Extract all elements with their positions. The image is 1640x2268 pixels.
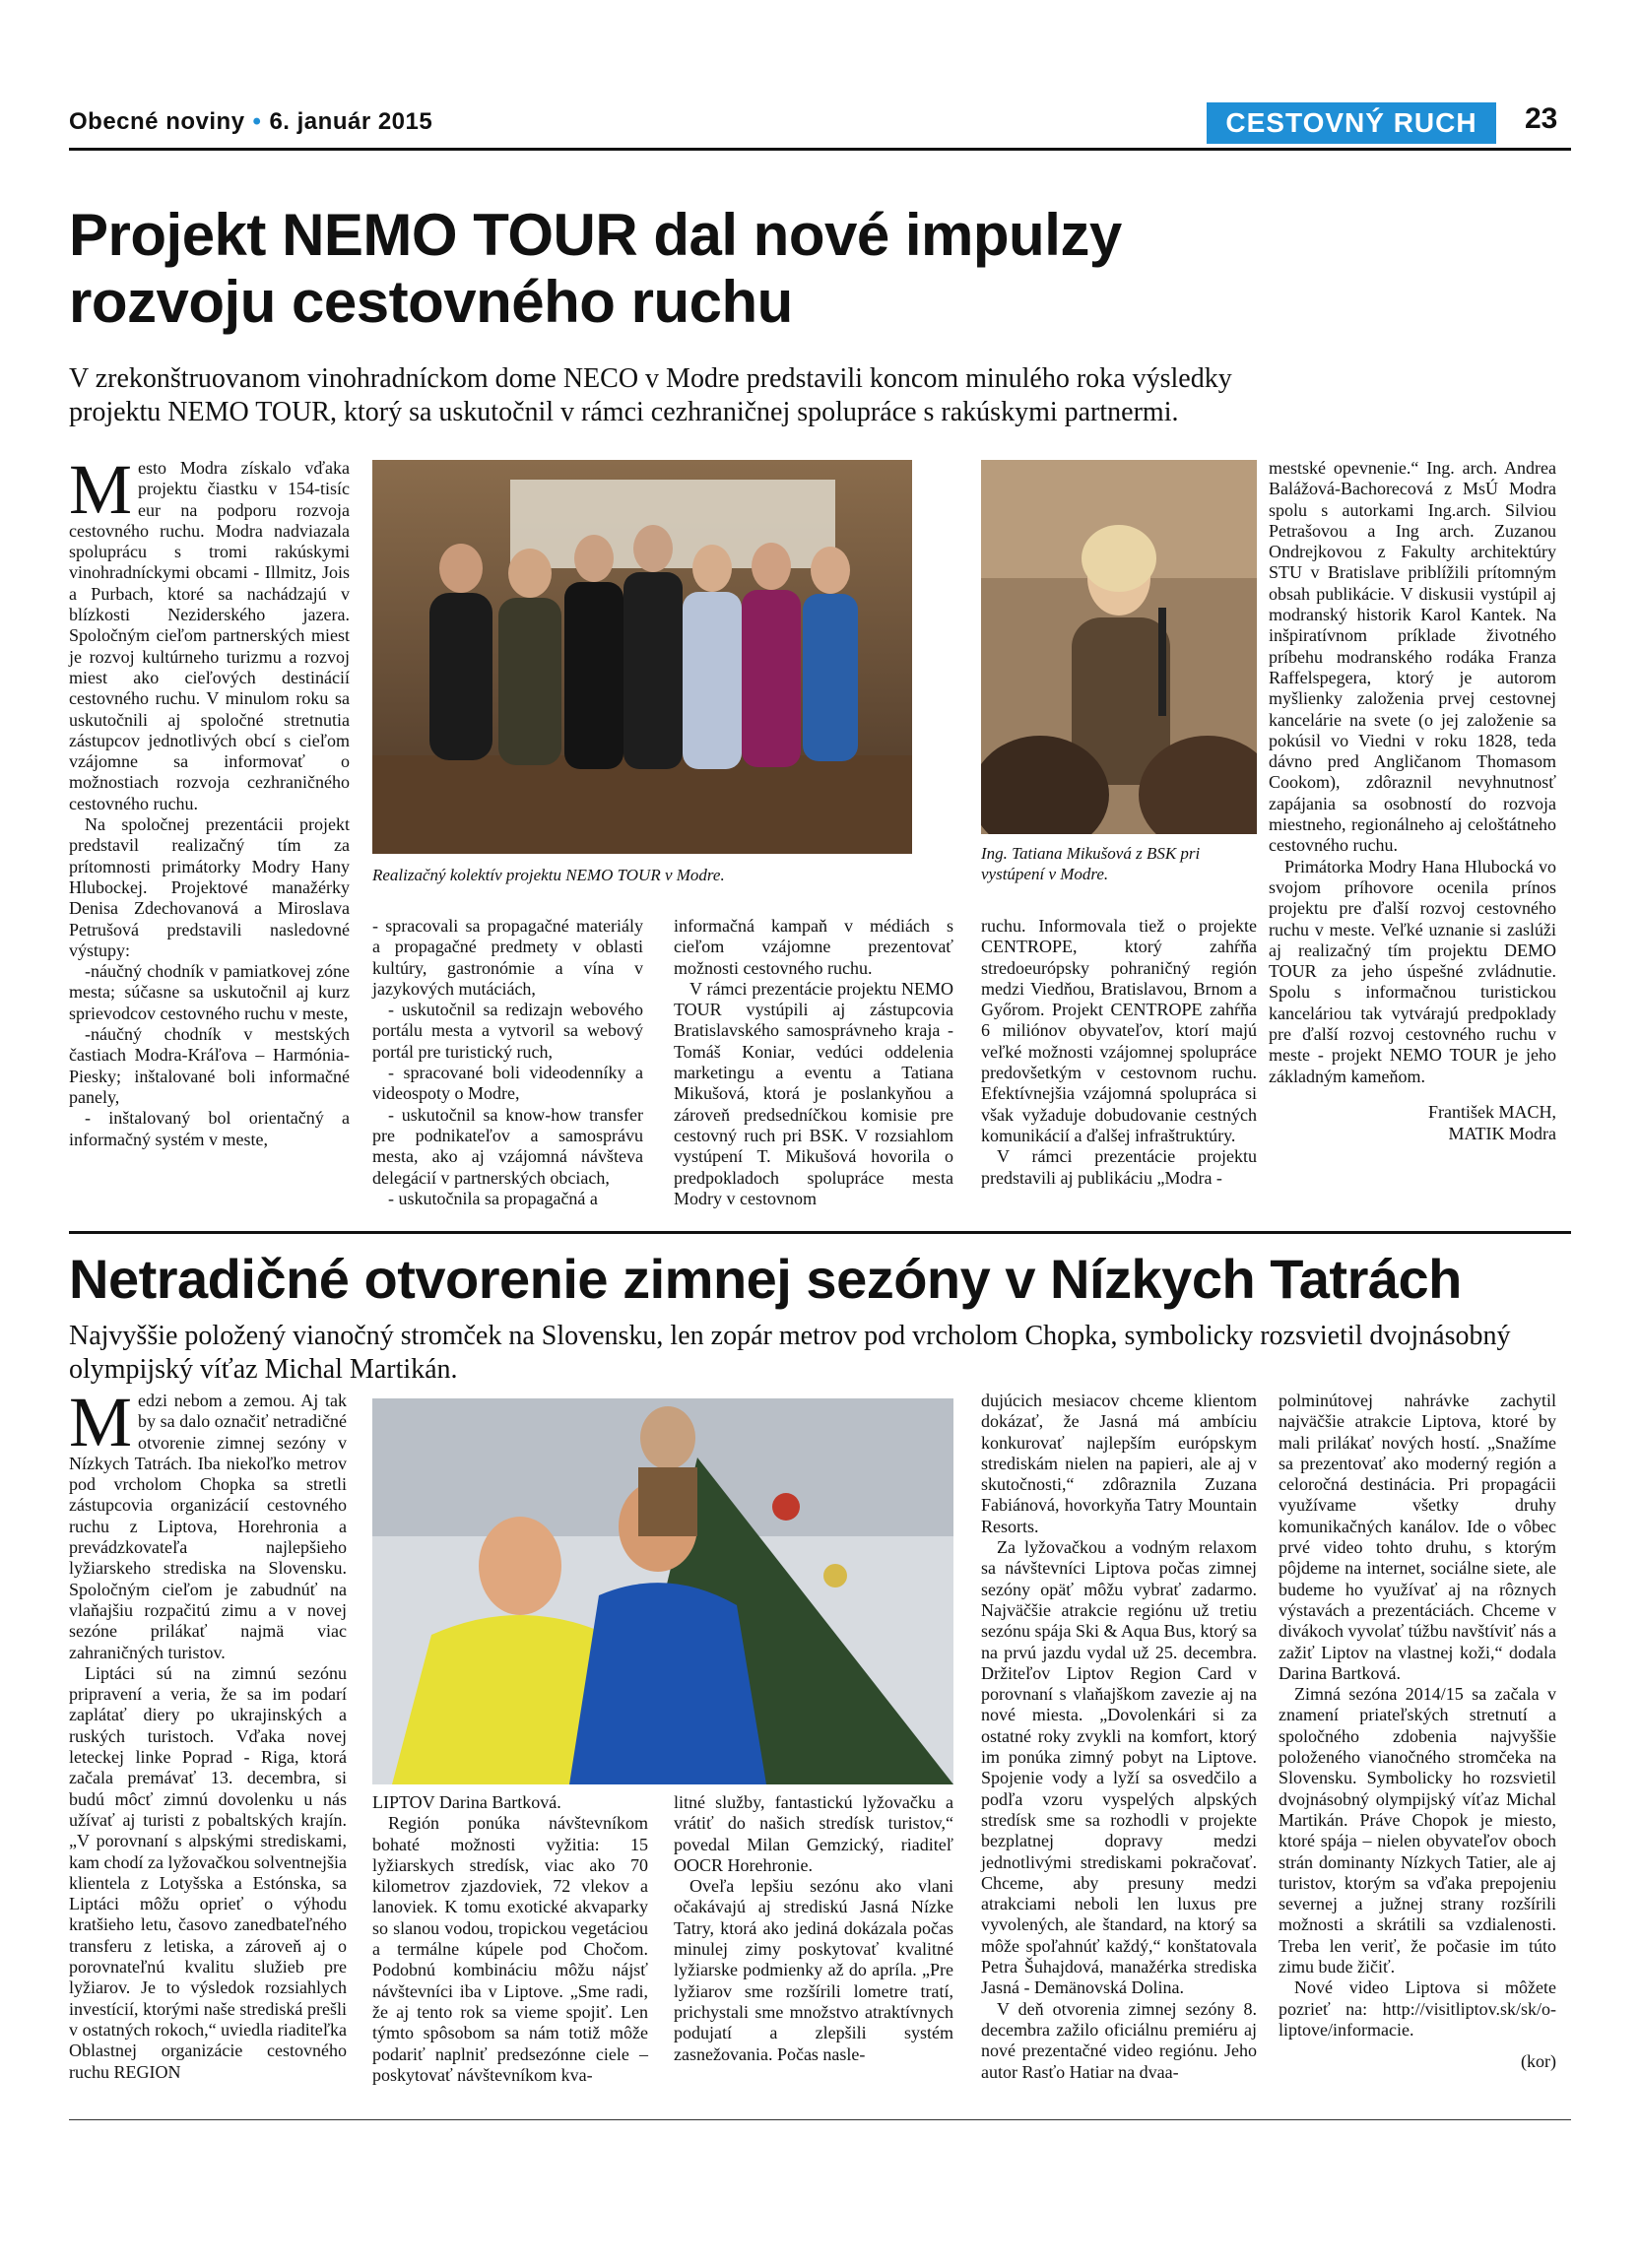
article2-column-4: dujúcich mesiacov chceme klientom dokázať, že Jasná má ambíciu konkurovať najlepším európskym strediskám nielen na papieri, ale aj v skutočnosti,“ zdôraznila Zuzana Fabiánová, hovorkyňa Tatry Mountain Resorts. Za lyžovačkou a vodným relaxom sa návštevníci Liptova počas zimnej sezóny opäť môžu vybrať zadarmo. Najväčšie atrakcie regiónu už tretiu sezónu spája Ski & Aqua Bus, ktorý sa na prvú jazdu vydal už 25. decembra. Držiteľov Liptov Region Card v porovnaní s vlaňajškom zavezie aj na nové miesta. „Dovolenkári si za ostatné roky zvykli na komfort, ktorý im ponúka zimný pobyt na Liptove. Spojenie vody a lyží sa osvedčilo a podľa vzoru vyspelých alpských stredísk sme sa rozhodli v projekte bezplatnej dopravy medzi jednotlivými strediskami pokračovať. Chceme, aby presuny medzi atrakciami neboli len luxus pre vyvolených, ale štandard, na ktorý sa môže spoľahnúť každý,“ konštatovala Petra Šuhajdová, manažérka strediska Jasná - Demänovská Dolina. V deň otvorenia zimnej sezóny 8. decembra zažilo oficiálnu premiéru aj nové prezentačné video regiónu. Jeho autor Rasťo Hatiar na dvaa- (981, 1391, 1257, 2082)
article2-column-3: litné služby, fantastickú lyžovačku a vrátiť do našich stredísk turistov,“ povedal Milan Gemzický, riaditeľ OOCR Horehronie. Oveľa lepšiu sezónu ako vlani očakávajú aj strediskú Jasná Nízke Tatry, ktorá ako jediná dokázala počas minulej zimy poskytovať kvalitné lyžiarske podmienky až do apríla. „Pre lyžiarov sme rozšírili lometre tratí, prichystali sme množstvo atraktívnych podujatí a zlepšili systém zasnežovania. Počas nasle- (674, 1792, 953, 2064)
section-label: CESTOVNÝ RUCH (1207, 102, 1496, 144)
photo-caption: Realizačný kolektív projektu NEMO TOUR v Modre. (372, 866, 725, 884)
article1-column-5: mestské opevnenie.“ Ing. arch. Andrea Balážová-Bachorecová z MsÚ Modra spolu s autorkami Ing.arch. Silviou Petrašovou a Ing arch. Zuzanou Ondrejkovou z Fakulty architektúry STU v Bratislave priblížili prítomným obsah publikácie. V diskusii vystúpil aj modranský historik Karol Kantek. Na inšpiratívnom príklade životného príbehu modranského rodáka Franza Raffelspegera, ktorý je autorom myšlienky založenia prvej cestovnej kancelárie na svete (o jej založenie sa pokúsil vo Viedni v roku 1828, teda dávno pred Angličanom Thomasom Cookom), zdôraznil nevyhnutnosť zapájania sa osobností do rozvoja miestneho, regionálneho aj celoštátneho cestovného ruchu. Primátorka Modry Hana Hlubocká vo svojom príhovore ocenila prínos projektu pre ďalší rozvoj cestovného ruchu v meste. Veľké uznanie si zaslúži aj realizačný tím projektu DEMO TOUR za jeho úspešné zvládnutie. Spolu s informačnou turistickou kanceláriou tak vytvárajú predpoklady pre ďalší rozvoj cestovného ruchu v meste - projekt NEMO TOUR je jeho základným kameňom. František MACH, MATIK Modra (1269, 458, 1556, 1143)
page-number: 23 (1525, 102, 1558, 135)
photo-caption: Ing. Tatiana Mikušová z BSK pri vystúpení v Modre. (981, 844, 1201, 883)
dropcap: M (69, 450, 133, 529)
article2-lead: Najvyššie položený vianočný stromček na Slovensku, len zopár metrov pod vrcholom Chopka, symbolicky rozsvietil dvojnásobný olympijský víťaz Michal Martikán. (69, 1321, 1511, 1385)
article1-title: Projekt NEMO TOUR dal nové impulzy rozvoju cestovného ruchu (69, 202, 1122, 335)
article1-column-3: informačná kampaň v médiách s cieľom vzájomne prezentovať možnosti cestovného ruchu. V rámci prezentácie projektu NEMO TOUR vystúpili aj zástupcovia Bratislavského samosprávneho kraja - Tomáš Koniar, vedúci oddelenia marketingu a eventu a Tatiana Mikušová, ktorá je poslankyňou a zároveň predsedníčkou komisie pre cestovný ruch pri BSK. V rozsiahlom vystúpení T. Mikušová hovorila o predpokladoch spolupráce mesta Modry v cestovnom (674, 916, 953, 1208)
article1-column-1: Mesto Modra získalo vďaka projektu čiastku v 154-tisíc eur na podporu rozvoja cestovného ruchu. Modra nadviazala spoluprácu s tromi rakúskymi vinohradníckymi obcami - Illmitz, Jois a Purbach, ktoré sa nachádzajú v blízkosti Neziderského jazera. Spoločným cieľom partnerských miest je rozvoj kultúrneho turizmu a rozvoj miest ako cieľových destinácií cestovného ruchu. V minulom roku sa uskutočnili aj spoločné stretnutia zástupcov jednotlivých obcí s cieľom vzájomne sa informovať o možnostiach rozvoja cezhraničného cestovného ruchu. Na spoločnej prezentácii projekt predstavil realizačný tím za prítomnosti primátorky Modry Hany Hlubockej. Projektové manažérky Denisa Zdechovanová a Miroslava Petrušová predstavili nasledovné výstupy: -náučný chodník v pamiatkovej zóne mesta; súčasne sa uskutočnil aj kurz sprievodcov cestovného ruchu v meste, -náučný chodník v mestských častiach Modra-Kráľova – Harmónia-Piesky; inštalované boli informačné panely, - inštalovaný bol orientačný a informačný systém v meste, (69, 450, 350, 1149)
article1-column-2: - spracovali sa propagačné materiály a propagačné predmety v oblasti kultúry, gastronómie a vína v jazykových mutáciách, - uskutočnil sa redizajn webového portálu mesta a vytvoril sa webový portál pre turistický ruch, - spracované boli videodenníky a videospoty o Modre, - uskutočnil sa know-how transfer pre podnikateľov a samosprávu mesta, ako aj vzájomná návšteva delegácií v partnerských obciach, - uskutočnila sa propagačná a (372, 916, 643, 1208)
separator-dot: • (252, 108, 262, 135)
article1-signature: František MACH, MATIK Modra (1428, 1101, 1556, 1143)
article1-lead: V zrekonštruovanom vinohradníckom dome NECO v Modre predstavili koncom minulého roka výsledky projektu NEMO TOUR, ktorý sa uskutočnil v rámci cezhraničnej spolupráce s rakúskymi partnermi. (69, 363, 1232, 427)
article2-column-5: polminútovej nahrávke zachytil najväčšie atrakcie Liptova, ktoré by mali prilákať nových hostí. „Snažíme sa prezentovať ako moderný región a celoročná destinácia. Pri propagácii využívame všetky druhy komunikačných kanálov. Ide o vôbec prvé video tohto druhu, s ktorým pôjdeme na internet, sociálne siete, ale budeme ho využívať aj na rôznych výstavách a prezentáciách. Chceme v divákoch vyvolať túžbu navštíviť nás a zažiť Liptov na vlastnej koži,“ dodala Darina Bartková. Zimná sezóna 2014/15 sa začala v znamení priateľských stretnutí a spoločného zdobenia najvyššie položeného vianočného stromčeka na Slovensku. Symbolicky ho rozsvietil dvojnásobný olympijský víťaz Michal Martikán. Práve Chopok je miesto, ktoré spája – nielen obyvateľov oboch strán dominanty Nízkych Tatier, ale aj turistov, ktorým sa vďaka prepojeniu severnej a južnej strany rozšírili možnosti a skrátili sa vzdialenosti. Treba len veriť, že počasie im túto zimu bude žičiť. Nové video Liptova si môžete pozrieť na: http://visitliptov.sk/sk/o-liptove/informacie. (kor) (1279, 1391, 1556, 2072)
article2-column-1: Medzi nebom a zemou. Aj tak by sa dalo označiť netradičné otvorenie zimnej sezóny v Nízkych Tatrách. Iba niekoľko metrov pod vrcholom Chopka sa stretli zástupcovia organizácií cestovného ruchu z Liptova, Horehronia a prevádzkovateľa najlepšieho lyžiarskeho strediska na Slovensku. Spoločným cieľom je zabudnúť na vlaňajšiu rozpačitú zimu a v novej sezóne prilákať najmä viac zahraničných turistov. Liptáci sú na zimnú sezónu pripravení a veria, že sa im podarí zaplátať diery po ukrajinských a ruských turistoch. Vďaka novej leteckej linke Poprad - Riga, ktorá začala premávať 13. decembra, si budú môcť zimnú dovolenku u nás užívať aj turisti z pobaltských krajín. „V porovnaní s alpskými strediskami, kam chodí za lyžovačkou solventnejšia klientela z Lotyšska a Estónska, sa Liptáci môžu oprieť o výhodu kratšieho letu, časovo zanedbateľného transferu z letiska, a zároveň aj o porovnateľnú kvalitu služieb pre lyžiarov. Je to výsledok rozsiahlych investícií, ktorými naše strediská prešli v ostatných rokoch,“ uviedla riaditeľka Oblastnej organizácie cestovného ruchu REGION (69, 1383, 347, 2082)
header-rule (69, 148, 1571, 151)
footer-rule (69, 2119, 1571, 2120)
article1-column-4: ruchu. Informovala tiež o projekte CENTROPE, ktorý zahŕňa stredoeurópsky pohraničný región medzi Viedňou, Bratislavou, Brnom a Győrom. Projekt CENTROPE zahŕňa 6 miliónov obyvateľov, ktorí majú veľké možnosti vzájomnej spolupráce predovšetkým v cestovnom ruchu. Efektívnejšia vzájomná spolupráca si však vyžaduje dobudovanie cestných komunikácií a ďalšej infraštruktúry. V rámci prezentácie projektu predstavili aj publikáciu „Modra - (981, 916, 1257, 1188)
christmas-tree-photo (372, 1398, 953, 1784)
issue-date: 6. január 2015 (269, 108, 433, 135)
paper-name: Obecné noviny (69, 108, 245, 135)
article2-column-2: LIPTOV Darina Bartková. Región ponúka návštevníkom bohaté možnosti vyžitia: 15 lyžiarskych stredísk, viac ako 70 kilometrov zjazdoviek, 72 vlekov a lanoviek. K tomu exotické akvaparky so slanou vodou, tropickou vegetáciou a termálne kúpele pod Chočom. Podobnú kombináciu môžu nájsť návštevníci iba v Liptove. „Sme radi, že aj tento rok sa vieme spojiť. Len týmto spôsobom sa nám totiž môže podariť naplniť predsezónne ciele – poskytovať návštevníkom kva- (372, 1792, 648, 2085)
masthead (69, 108, 432, 136)
group-photo (372, 460, 912, 854)
dropcap: M (69, 1383, 133, 1461)
article2-title: Netradičné otvorenie zimnej sezóny v Nízkych Tatrách (69, 1248, 1462, 1310)
article2-signature: (kor) (1521, 2051, 1556, 2072)
article-divider (69, 1231, 1571, 1234)
speaker-photo (981, 460, 1257, 834)
